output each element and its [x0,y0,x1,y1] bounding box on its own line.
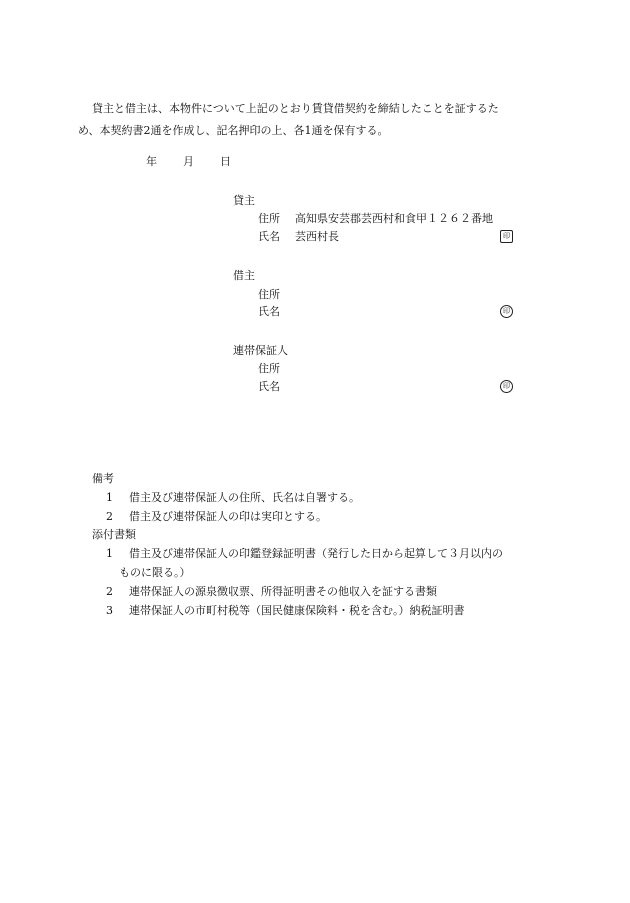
lessee-heading: 借主 [233,269,255,282]
lessor-heading: 貸主 [233,194,255,207]
remarks-item-1-number: 1 [106,491,113,504]
certification-line-2: め、本契約書2通を作成し、記名押印の上、各1通を保有する。 [78,124,389,137]
guarantor-name-label: 氏名 [258,380,280,393]
date-month: 月 [183,155,194,168]
lessor-address-label: 住所 [258,212,280,225]
attachment-item-1-text: 借主及び連帯保証人の印鑑登録証明書（発行した日から起算して３月以内の [129,547,503,560]
remarks-item-1-text: 借主及び連帯保証人の住所、氏名は自署する。 [129,491,360,504]
guarantor-seal-mark: 印 [500,380,513,393]
attachments-heading: 添付書類 [92,528,136,541]
lessor-name-label: 氏名 [258,230,280,243]
attachment-item-1-continuation: ものに限る。） [119,566,191,579]
date-day: 日 [220,155,231,168]
lessee-seal-mark: 印 [500,305,513,318]
lessee-name-label: 氏名 [258,305,280,318]
lessor-address-value: 高知県安芸郡芸西村和食甲１２６２番地 [295,212,493,225]
remarks-item-2-text: 借主及び連帯保証人の印は実印とする。 [129,510,327,523]
guarantor-address-label: 住所 [258,362,280,375]
attachment-item-2-text: 連帯保証人の源泉徴収票、所得証明書その他収入を証する書類 [129,585,437,598]
attachment-item-3-number: 3 [106,604,113,617]
lessee-address-label: 住所 [258,288,280,301]
certification-line-1: 貸主と借主は、本物件について上記のとおり賃貸借契約を締結したことを証するた [92,102,499,115]
attachment-item-2-number: 2 [106,585,113,598]
attachment-item-3-text: 連帯保証人の市町村税等（国民健康保険料・税を含む。）納税証明書 [129,604,465,617]
lessor-seal-mark: 印 [500,230,513,243]
lessor-name-value: 芸西村長 [295,230,339,243]
attachment-item-1-number: 1 [106,547,113,560]
certification-paragraph [78,98,598,142]
remarks-heading: 備考 [92,472,114,485]
date-year: 年 [146,155,157,168]
guarantor-heading: 連帯保証人 [233,344,288,357]
remarks-item-2-number: 2 [106,510,113,523]
